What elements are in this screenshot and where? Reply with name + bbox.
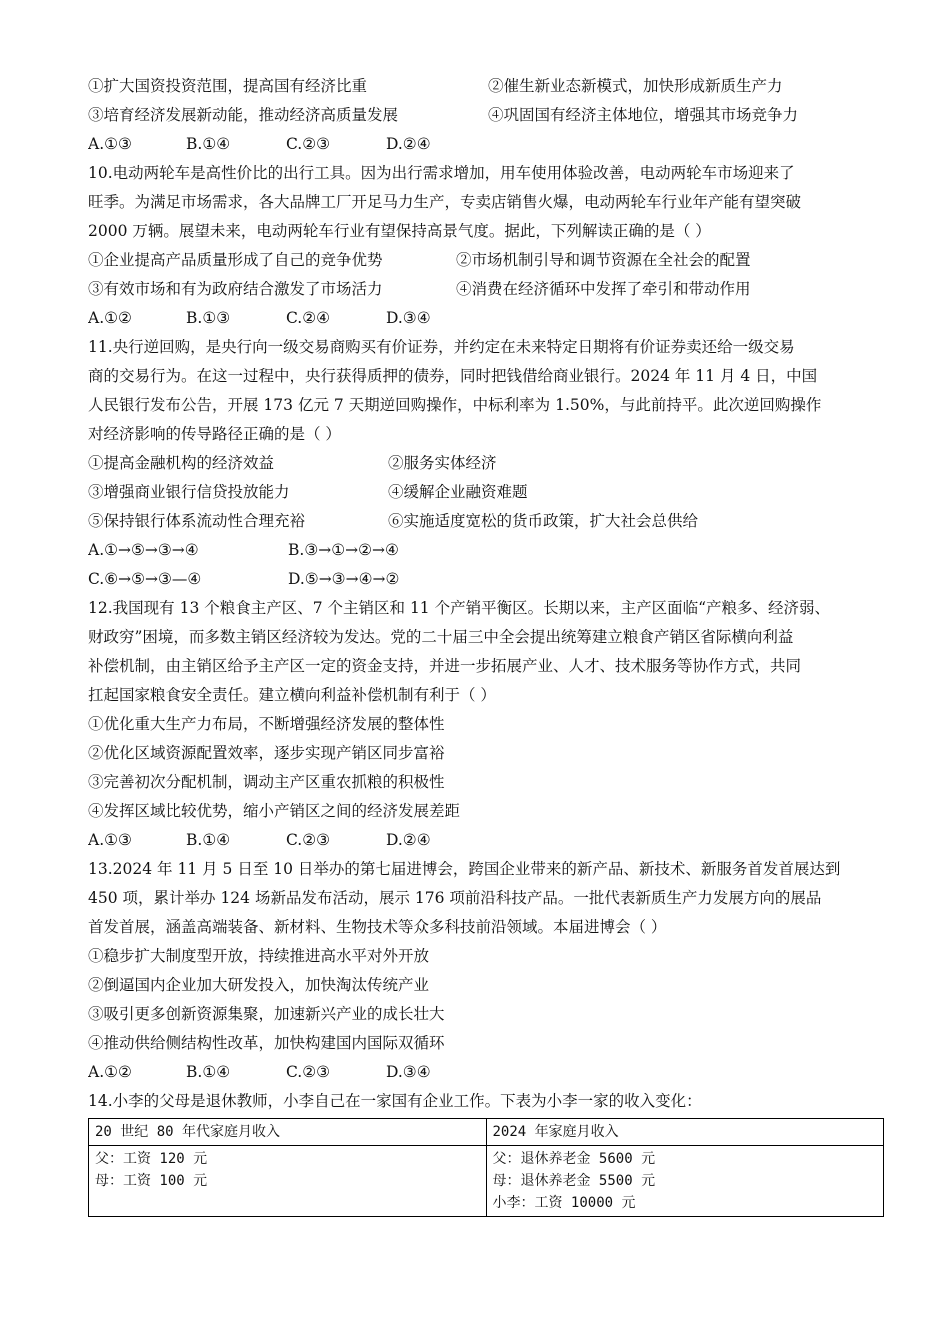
- question-13: [88, 855, 882, 1087]
- option-item: ⑥实施适度宽松的货币政策，扩大社会总供给: [388, 512, 699, 530]
- choice-a: A.①②: [88, 309, 132, 327]
- option-item: ②倒逼国内企业加大研发投入，加快淘汰传统产业: [88, 976, 430, 994]
- option-item: ①企业提高产品质量形成了自己的竞争优势: [88, 251, 383, 269]
- choice-d: D.③④: [386, 1063, 431, 1081]
- choice-b: B.③→①→②→④: [288, 541, 399, 559]
- choice-b: B.①④: [186, 1063, 231, 1081]
- income-entry: 父：退休养老金 5600 元: [492, 1151, 656, 1167]
- table-cell-1980s: [89, 1146, 487, 1217]
- question-stem-line: 人民银行发布公告，开展 173 亿元 7 天期逆回购操作，中标利率为 1.50%，与此前持平。此次逆回购操作: [88, 396, 822, 414]
- exam-page: [88, 72, 882, 1217]
- question-14: [88, 1087, 882, 1217]
- option-item: ③增强商业银行信贷投放能力: [88, 483, 290, 501]
- question-stem-line: 旺季。为满足市场需求，各大品牌工厂开足马力生产，专卖店销售火爆，电动两轮车行业年产能有望突破: [88, 193, 802, 211]
- choice-a: A.①③: [88, 135, 132, 153]
- option-item: ①稳步扩大制度型开放，持续推进高水平对外开放: [88, 947, 430, 965]
- table-cell-2024: [486, 1146, 884, 1217]
- table-header-row: [89, 1119, 884, 1146]
- income-entry: 母：工资 100 元: [95, 1173, 208, 1189]
- option-item: ②催生新业态新模式，加快形成新质生产力: [488, 77, 783, 95]
- table-header-cell: 2024 年家庭月收入: [486, 1119, 884, 1146]
- question-9: [88, 72, 882, 159]
- choice-c: C.②③: [286, 831, 331, 849]
- question-stem-line: 450 项，累计举办 124 场新品发布活动，展示 176 项前沿科技产品。一批代表新质生产力发展方向的展品: [88, 889, 822, 907]
- option-row: [88, 478, 882, 507]
- question-stem-line: 14.小李的父母是退休教师，小李自己在一家国有企业工作。下表为小李一家的收入变化：: [88, 1092, 702, 1110]
- option-item: ③完善初次分配机制，调动主产区重农抓粮的积极性: [88, 773, 445, 791]
- question-stem-line: 10.电动两轮车是高性价比的出行工具。因为出行需求增加，用车使用体验改善，电动两轮车市场迎来了: [88, 164, 795, 182]
- question-stem-line: 扛起国家粮食安全责任。建立横向利益补偿机制有利于（ ）: [88, 686, 496, 704]
- option-item: ①提高金融机构的经济效益: [88, 454, 275, 472]
- option-item: ③吸引更多创新资源集聚，加速新兴产业的成长壮大: [88, 1005, 445, 1023]
- option-item: ④缓解企业融资难题: [388, 483, 528, 501]
- option-item: ④巩固国有经济主体地位，增强其市场竞争力: [488, 106, 799, 124]
- question-stem-line: 财政穷”困境，而多数主销区经济较为发达。党的二十届三中全会提出统筹建立粮食产销区省际横向利益: [88, 628, 794, 646]
- choice-c: C.②③: [286, 1063, 331, 1081]
- choice-a: A.①③: [88, 831, 132, 849]
- question-stem-line: 首发首展，涵盖高端装备、新材料、生物技术等众多科技前沿领域。本届进博会（ ）: [88, 918, 667, 936]
- question-11: [88, 333, 882, 594]
- option-item: ③有效市场和有为政府结合激发了市场活力: [88, 280, 383, 298]
- choice-row: [88, 826, 882, 855]
- question-stem-line: 11.央行逆回购，是央行向一级交易商购买有价证券，并约定在未来特定日期将有价证券卖还给一级交易: [88, 338, 795, 356]
- choice-b: B.①④: [186, 831, 231, 849]
- question-10: [88, 159, 882, 333]
- option-item: ④消费在经济循环中发挥了牵引和带动作用: [456, 280, 751, 298]
- choice-b: B.①③: [186, 309, 231, 327]
- option-row: [88, 507, 882, 536]
- choice-a: A.①②: [88, 1063, 132, 1081]
- option-row: [88, 275, 882, 304]
- choice-row: [88, 536, 882, 565]
- choice-d: D.③④: [386, 309, 431, 327]
- question-stem-line: 2000 万辆。展望未来，电动两轮车行业有望保持高景气度。据此，下列解读正确的是（ ）: [88, 222, 711, 240]
- question-12: [88, 594, 882, 855]
- question-stem-line: 12.我国现有 13 个粮食主产区、7 个主销区和 11 个产销平衡区。长期以来，主产区面临“产粮多、经济弱、: [88, 599, 831, 617]
- option-item: ④发挥区域比较优势，缩小产销区之间的经济发展差距: [88, 802, 461, 820]
- choice-row: [88, 130, 882, 159]
- table-row: [89, 1146, 884, 1217]
- option-row: [88, 72, 882, 101]
- question-stem-line: 商的交易行为。在这一过程中，央行获得质押的债券，同时把钱借给商业银行。2024 年 11 月 4 日，中国: [88, 367, 818, 385]
- option-item: ②服务实体经济: [388, 454, 497, 472]
- option-item: ④推动供给侧结构性改革，加快构建国内国际双循环: [88, 1034, 445, 1052]
- choice-c: C.②④: [286, 309, 331, 327]
- option-row: [88, 101, 882, 130]
- income-entry: 母：退休养老金 5500 元: [492, 1173, 656, 1189]
- choice-d: D.②④: [386, 135, 431, 153]
- option-row: [88, 246, 882, 275]
- choice-row: [88, 1058, 882, 1087]
- choice-row: [88, 304, 882, 333]
- option-row: [88, 449, 882, 478]
- choice-d: D.⑤→③→④→②: [288, 570, 400, 588]
- question-stem-line: 13.2024 年 11 月 5 日至 10 日举办的第七届进博会，跨国企业带来的新产品、新技术、新服务首发首展达到: [88, 860, 841, 878]
- option-item: ②优化区域资源配置效率，逐步实现产销区同步富裕: [88, 744, 445, 762]
- income-entry: 父：工资 120 元: [95, 1151, 208, 1167]
- table-header-cell: 20 世纪 80 年代家庭月收入: [89, 1119, 487, 1146]
- option-item: ⑤保持银行体系流动性合理充裕: [88, 512, 306, 530]
- option-item: ②市场机制引导和调节资源在全社会的配置: [456, 251, 751, 269]
- income-table: [88, 1118, 884, 1217]
- choice-a: A.①→⑤→③→④: [88, 541, 199, 559]
- income-entry: 小李：工资 10000 元: [492, 1195, 636, 1211]
- question-stem-line: 补偿机制，由主销区给予主产区一定的资金支持，并进一步拓展产业、人才、技术服务等协作方式，共同: [88, 657, 802, 675]
- option-item: ①扩大国资投资范围，提高国有经济比重: [88, 77, 368, 95]
- option-item: ③培育经济发展新动能，推动经济高质量发展: [88, 106, 399, 124]
- choice-c: C.②③: [286, 135, 331, 153]
- choice-row: [88, 565, 882, 594]
- choice-b: B.①④: [186, 135, 231, 153]
- choice-d: D.②④: [386, 831, 431, 849]
- question-stem-line: 对经济影响的传导路径正确的是（ ）: [88, 425, 341, 443]
- choice-c: C.⑥→⑤→③—④: [88, 570, 202, 588]
- option-item: ①优化重大生产力布局，不断增强经济发展的整体性: [88, 715, 445, 733]
